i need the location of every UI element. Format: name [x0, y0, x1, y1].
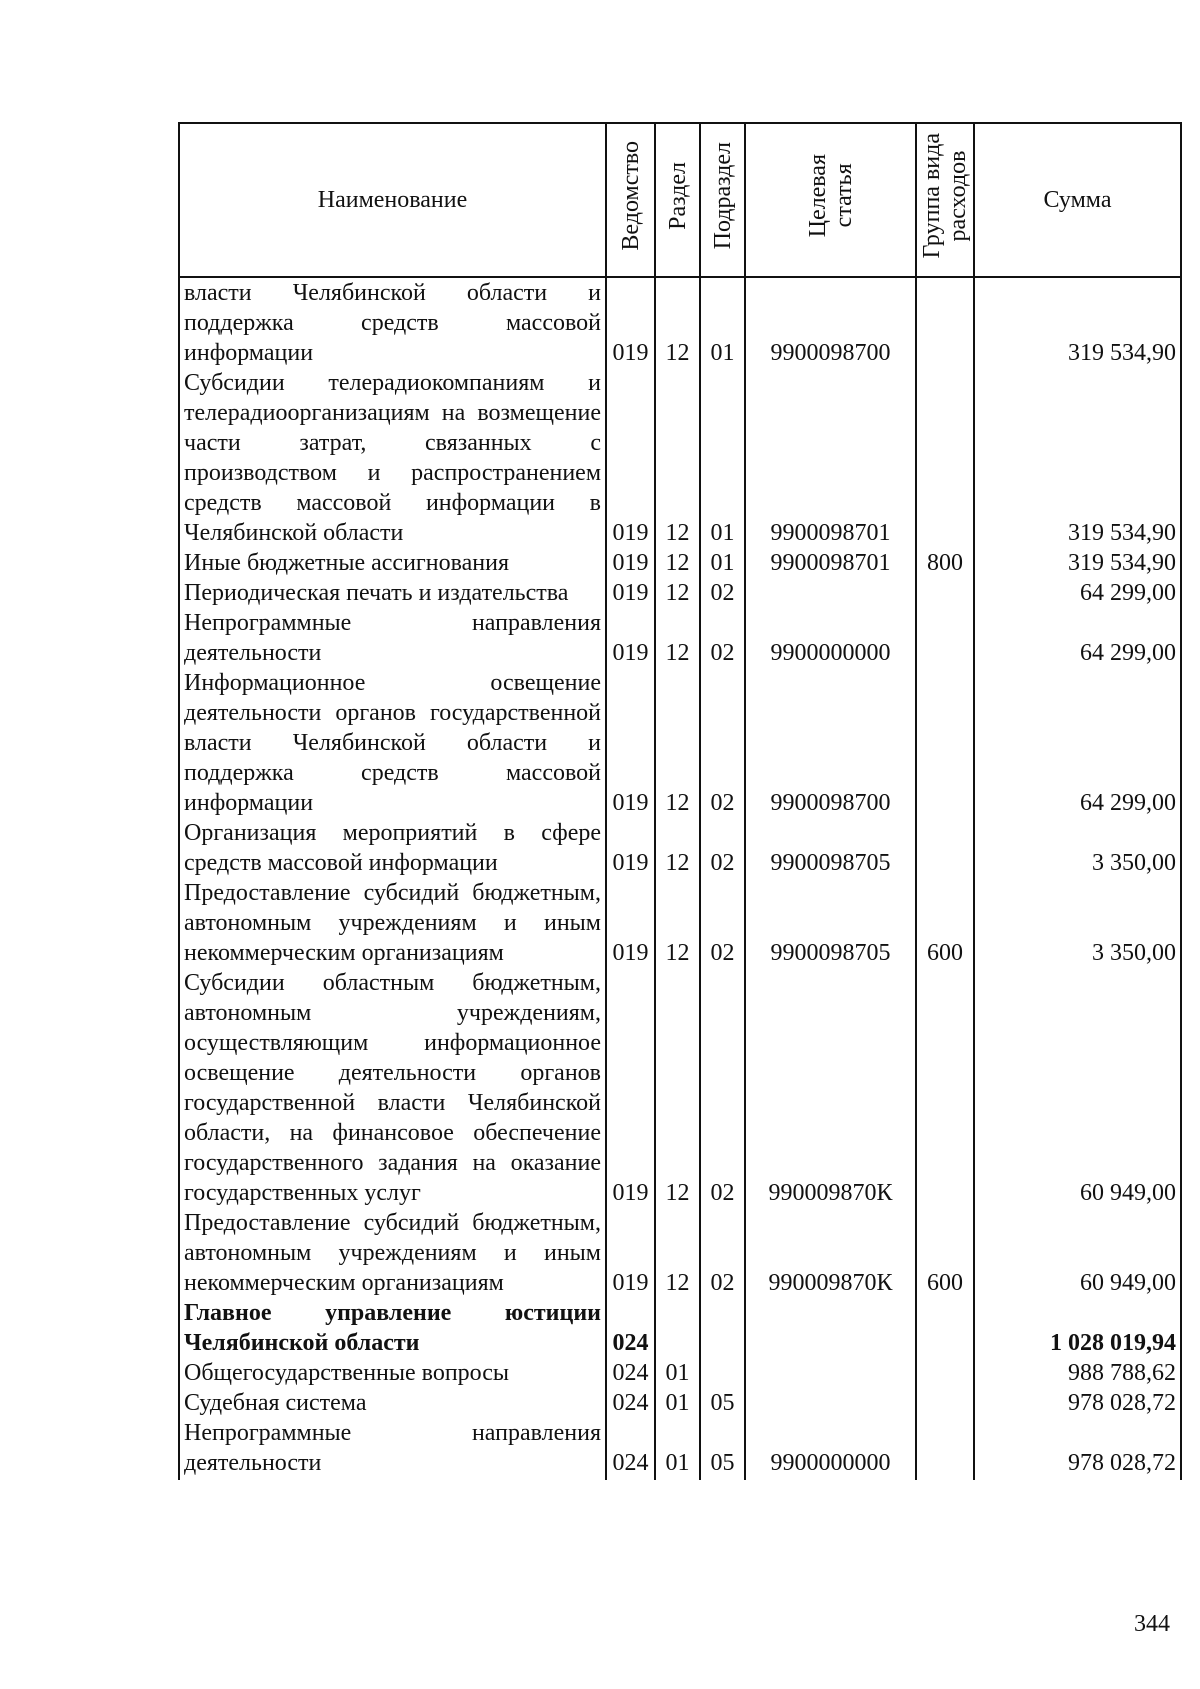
- cell-gruppa: [916, 1418, 974, 1480]
- cell-razdel: 12: [655, 968, 700, 1208]
- cell-podrazdel: 02: [700, 1208, 745, 1298]
- cell-name: Непрограммные направления деятельности: [179, 608, 606, 668]
- cell-statya: 9900098700: [745, 277, 916, 368]
- cell-name: Субсидии телерадиокомпаниям и телерадиоорганизациям на возмещение части затрат, связанных с производством и распространением средств массовой информации в Челябинской области: [179, 368, 606, 548]
- cell-podrazdel: 02: [700, 968, 745, 1208]
- table-row: [179, 668, 1181, 818]
- cell-podrazdel: 05: [700, 1418, 745, 1480]
- cell-gruppa: [916, 608, 974, 668]
- cell-podrazdel: 02: [700, 818, 745, 878]
- cell-vedomstvo: 024: [606, 1358, 655, 1388]
- cell-razdel: 12: [655, 368, 700, 548]
- cell-podrazdel: [700, 1298, 745, 1358]
- table-row-department: [179, 1298, 1181, 1358]
- table-row: [179, 1418, 1181, 1480]
- cell-summa: 988 788,62: [974, 1358, 1181, 1388]
- cell-vedomstvo: 019: [606, 277, 655, 368]
- header-name: Наименование: [179, 123, 606, 277]
- header-vedomstvo: Ведомство: [606, 123, 655, 277]
- cell-razdel: 12: [655, 818, 700, 878]
- cell-gruppa: [916, 968, 974, 1208]
- table-row: [179, 878, 1181, 968]
- header-podrazdel: Подраздел: [700, 123, 745, 277]
- cell-summa: 319 534,90: [974, 277, 1181, 368]
- cell-vedomstvo: 019: [606, 818, 655, 878]
- cell-name: Организация мероприятий в сфере средств массовой информации: [179, 818, 606, 878]
- cell-summa: 978 028,72: [974, 1418, 1181, 1480]
- cell-podrazdel: 02: [700, 608, 745, 668]
- cell-summa: 319 534,90: [974, 548, 1181, 578]
- cell-summa: 978 028,72: [974, 1388, 1181, 1418]
- table-row: [179, 1388, 1181, 1418]
- cell-summa: 3 350,00: [974, 818, 1181, 878]
- cell-summa: 60 949,00: [974, 968, 1181, 1208]
- table-row: [179, 818, 1181, 878]
- page-number: 344: [1134, 1611, 1170, 1637]
- cell-gruppa: [916, 1298, 974, 1358]
- cell-statya: 990009870К: [745, 968, 916, 1208]
- cell-vedomstvo: 019: [606, 668, 655, 818]
- cell-razdel: 01: [655, 1388, 700, 1418]
- table-row: [179, 1208, 1181, 1298]
- cell-summa: 3 350,00: [974, 878, 1181, 968]
- cell-name: Общегосударственные вопросы: [179, 1358, 606, 1388]
- cell-vedomstvo: 019: [606, 548, 655, 578]
- table-header-row: [179, 123, 1181, 277]
- cell-vedomstvo: 019: [606, 878, 655, 968]
- cell-statya: 9900098701: [745, 368, 916, 548]
- cell-gruppa: [916, 1388, 974, 1418]
- cell-statya: [745, 578, 916, 608]
- cell-summa: 1 028 019,94: [974, 1298, 1181, 1358]
- cell-gruppa: 600: [916, 878, 974, 968]
- cell-gruppa: 800: [916, 548, 974, 578]
- cell-vedomstvo: 024: [606, 1388, 655, 1418]
- cell-vedomstvo: 024: [606, 1418, 655, 1480]
- cell-razdel: 12: [655, 608, 700, 668]
- cell-statya: 990009870К: [745, 1208, 916, 1298]
- cell-gruppa: [916, 368, 974, 548]
- table-row: [179, 368, 1181, 548]
- header-summa: Сумма: [974, 123, 1181, 277]
- header-statya: Целевая статья: [745, 123, 916, 277]
- cell-podrazdel: 02: [700, 668, 745, 818]
- cell-gruppa: [916, 277, 974, 368]
- cell-name: власти Челябинской области и поддержка средств массовой информации: [179, 277, 606, 368]
- cell-gruppa: [916, 668, 974, 818]
- cell-statya: 9900098700: [745, 668, 916, 818]
- cell-name: Непрограммные направления деятельности: [179, 1418, 606, 1480]
- cell-statya: 9900000000: [745, 608, 916, 668]
- cell-razdel: 12: [655, 548, 700, 578]
- cell-name: Судебная система: [179, 1388, 606, 1418]
- cell-razdel: 12: [655, 668, 700, 818]
- cell-razdel: 12: [655, 1208, 700, 1298]
- cell-vedomstvo: 024: [606, 1298, 655, 1358]
- cell-summa: 64 299,00: [974, 608, 1181, 668]
- cell-summa: 64 299,00: [974, 578, 1181, 608]
- budget-table: [178, 122, 1182, 1480]
- cell-name: Периодическая печать и издательства: [179, 578, 606, 608]
- cell-podrazdel: 01: [700, 548, 745, 578]
- cell-statya: 9900098701: [745, 548, 916, 578]
- cell-name: Главное управление юстиции Челябинской области: [179, 1298, 606, 1358]
- table-row: [179, 548, 1181, 578]
- cell-razdel: [655, 1298, 700, 1358]
- header-razdel: Раздел: [655, 123, 700, 277]
- cell-summa: 64 299,00: [974, 668, 1181, 818]
- cell-vedomstvo: 019: [606, 578, 655, 608]
- cell-summa: 60 949,00: [974, 1208, 1181, 1298]
- cell-podrazdel: 02: [700, 578, 745, 608]
- cell-name: Иные бюджетные ассигнования: [179, 548, 606, 578]
- table-row: [179, 608, 1181, 668]
- cell-podrazdel: 01: [700, 368, 745, 548]
- table-row: [179, 277, 1181, 368]
- cell-razdel: 01: [655, 1418, 700, 1480]
- cell-name: Предоставление субсидий бюджетным, автономным учреждениям и иным некоммерческим организациям: [179, 1208, 606, 1298]
- cell-gruppa: [916, 818, 974, 878]
- cell-razdel: 12: [655, 578, 700, 608]
- table-row: [179, 1358, 1181, 1388]
- cell-statya: 9900000000: [745, 1418, 916, 1480]
- cell-statya: [745, 1358, 916, 1388]
- cell-summa: 319 534,90: [974, 368, 1181, 548]
- cell-podrazdel: [700, 1358, 745, 1388]
- header-gruppa: Группа вида расходов: [916, 123, 974, 277]
- cell-statya: [745, 1388, 916, 1418]
- cell-name: Субсидии областным бюджетным, автономным учреждениям, осуществляющим информационное освещение деятельности органов государственной власти Челябинской области, на финансовое обеспечение государственного задания на оказание государственных услуг: [179, 968, 606, 1208]
- table-row: [179, 578, 1181, 608]
- cell-podrazdel: 05: [700, 1388, 745, 1418]
- cell-razdel: 01: [655, 1358, 700, 1388]
- table-row: [179, 968, 1181, 1208]
- cell-name: Предоставление субсидий бюджетным, автономным учреждениям и иным некоммерческим организациям: [179, 878, 606, 968]
- cell-statya: [745, 1298, 916, 1358]
- cell-vedomstvo: 019: [606, 1208, 655, 1298]
- cell-podrazdel: 02: [700, 878, 745, 968]
- cell-vedomstvo: 019: [606, 968, 655, 1208]
- cell-vedomstvo: 019: [606, 368, 655, 548]
- cell-razdel: 12: [655, 878, 700, 968]
- cell-gruppa: [916, 1358, 974, 1388]
- cell-podrazdel: 01: [700, 277, 745, 368]
- cell-gruppa: 600: [916, 1208, 974, 1298]
- cell-statya: 9900098705: [745, 878, 916, 968]
- cell-razdel: 12: [655, 277, 700, 368]
- cell-name: Информационное освещение деятельности органов государственной власти Челябинской области и поддержка средств массовой информации: [179, 668, 606, 818]
- cell-statya: 9900098705: [745, 818, 916, 878]
- cell-vedomstvo: 019: [606, 608, 655, 668]
- cell-gruppa: [916, 578, 974, 608]
